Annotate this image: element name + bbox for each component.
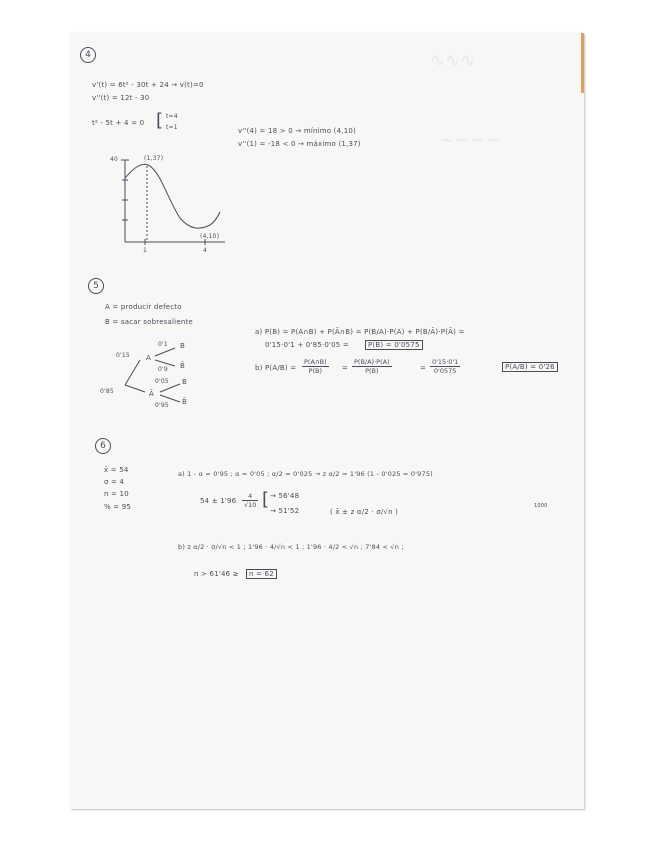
tree-prob-abar: 0'85 [100,388,114,395]
min-point-label: (4,10) [200,233,220,240]
tree-branch [125,385,145,392]
tree-leaf-bbar: B̄ [182,398,188,406]
part-a-line: a) 1 - α = 0'95 ; α = 0'05 ; α/2 = 0'025 → z α/2 = 1'96 (1 - 0'025 = 0'975) [178,470,433,478]
tree-node-a: A [146,354,151,362]
interval-formula: ( x̄ ± z α/2 · σ/√n ) [330,508,399,516]
tree-prob-a-b: 0'1 [158,341,168,348]
part-a-line-2: 0'15·0'1 + 0'85·0'05 = [265,341,349,349]
bleed-through-mark: ~~~~ [440,130,501,151]
part-b-result: n = 62 [246,569,277,579]
part-a-line-1: a) P(B) = P(A∩B) + P(Ā∩B) = P(B/A)·P(A) + P(B/Ā)·P(Ā) = [255,328,465,336]
fraction-numerator: P(A∩B) [304,358,327,366]
part-b-label: b) P(A/B) = [255,364,297,372]
interval-expression: 54 ± 1'96 [200,497,237,505]
fraction [302,358,329,375]
tree-branch [160,395,180,402]
exercise-number-6: 6 [95,438,111,454]
bleed-through-mark: ∿∿∿ [430,50,476,71]
second-derivative-line: v''(t) = 12t - 30 [92,94,150,102]
given-confidence: % = 95 [104,503,132,511]
tree-prob-a-bbar: 0'9 [158,366,168,373]
exercise-number-4: 4 [80,47,96,63]
given-n: n = 10 [104,490,129,498]
given-sigma: σ = 4 [104,478,125,486]
brace: [ [262,489,270,510]
event-b-definition: B = sacar sobresaliente [105,318,193,326]
derivative-line: v'(t) = 6t² - 30t + 24 → v(t)=0 [92,81,204,89]
root-2: t=1 [166,124,178,131]
max-point-label: (1,37) [144,155,164,162]
fraction-numerator: 4 [242,492,258,501]
interval-upper: → 56'48 [270,492,300,500]
maximum-line: v''(1) = -18 < 0 → máximo (1,37) [238,140,361,148]
brace: [ [156,110,164,131]
y-axis-label: 40 [110,156,119,163]
x-tick-label: 4 [203,247,208,254]
equals-sign: = [342,364,349,372]
fraction-numerator: P(B/A)·P(A) [354,358,390,366]
fraction-denominator: P(B) [365,367,379,375]
part-b-line: b) z α/2 · σ/√n < 1 ; 1'96 · 4/√n < 1 ; 1'96 · 4/2 < √n ; 7'84 < √n ; [178,543,404,551]
event-a-definition: A = producir defecto [105,303,182,311]
root-1: t=4 [166,113,178,120]
tree-leaf-b: B [182,378,188,386]
tree-leaf-bbar: B̄ [180,362,186,370]
tree-prob-abar-b: 0'05 [155,378,169,385]
part-b-line-2: n > 61'46 ≥ [194,570,239,578]
tree-prob-abar-bbar: 0'95 [155,402,169,409]
exercise-number-5: 5 [88,278,104,294]
fraction [430,358,460,375]
tree-prob-a: 0'15 [116,352,130,359]
x-tick-label: 1 [143,247,148,254]
minimum-line: v''(4) = 18 > 0 → mínimo (4,10) [238,127,356,135]
side-note: 1000 [534,503,548,509]
fraction-denominator: 0'0575 [433,367,457,375]
tree-branch [155,348,175,356]
part-b-result: P(A/B) = 0'26 [502,362,558,372]
tree-branch [160,384,180,392]
fraction [242,492,258,509]
fraction-numerator: 0'15·0'1 [432,358,459,366]
fraction-denominator: √10 [244,501,257,509]
tree-node-abar: Ā [149,390,154,398]
part-a-result: P(B) = 0'0575 [365,340,423,350]
interval-lower: → 51'52 [270,507,300,515]
quadratic-equation: t² - 5t + 4 = 0 [92,119,145,127]
fraction-denominator: P(B) [308,367,323,375]
tree-leaf-b: B [180,342,186,350]
equals-sign: = [420,364,427,372]
given-mean: x̄ = 54 [104,466,129,474]
fraction [352,358,392,375]
tree-branch [125,360,140,385]
